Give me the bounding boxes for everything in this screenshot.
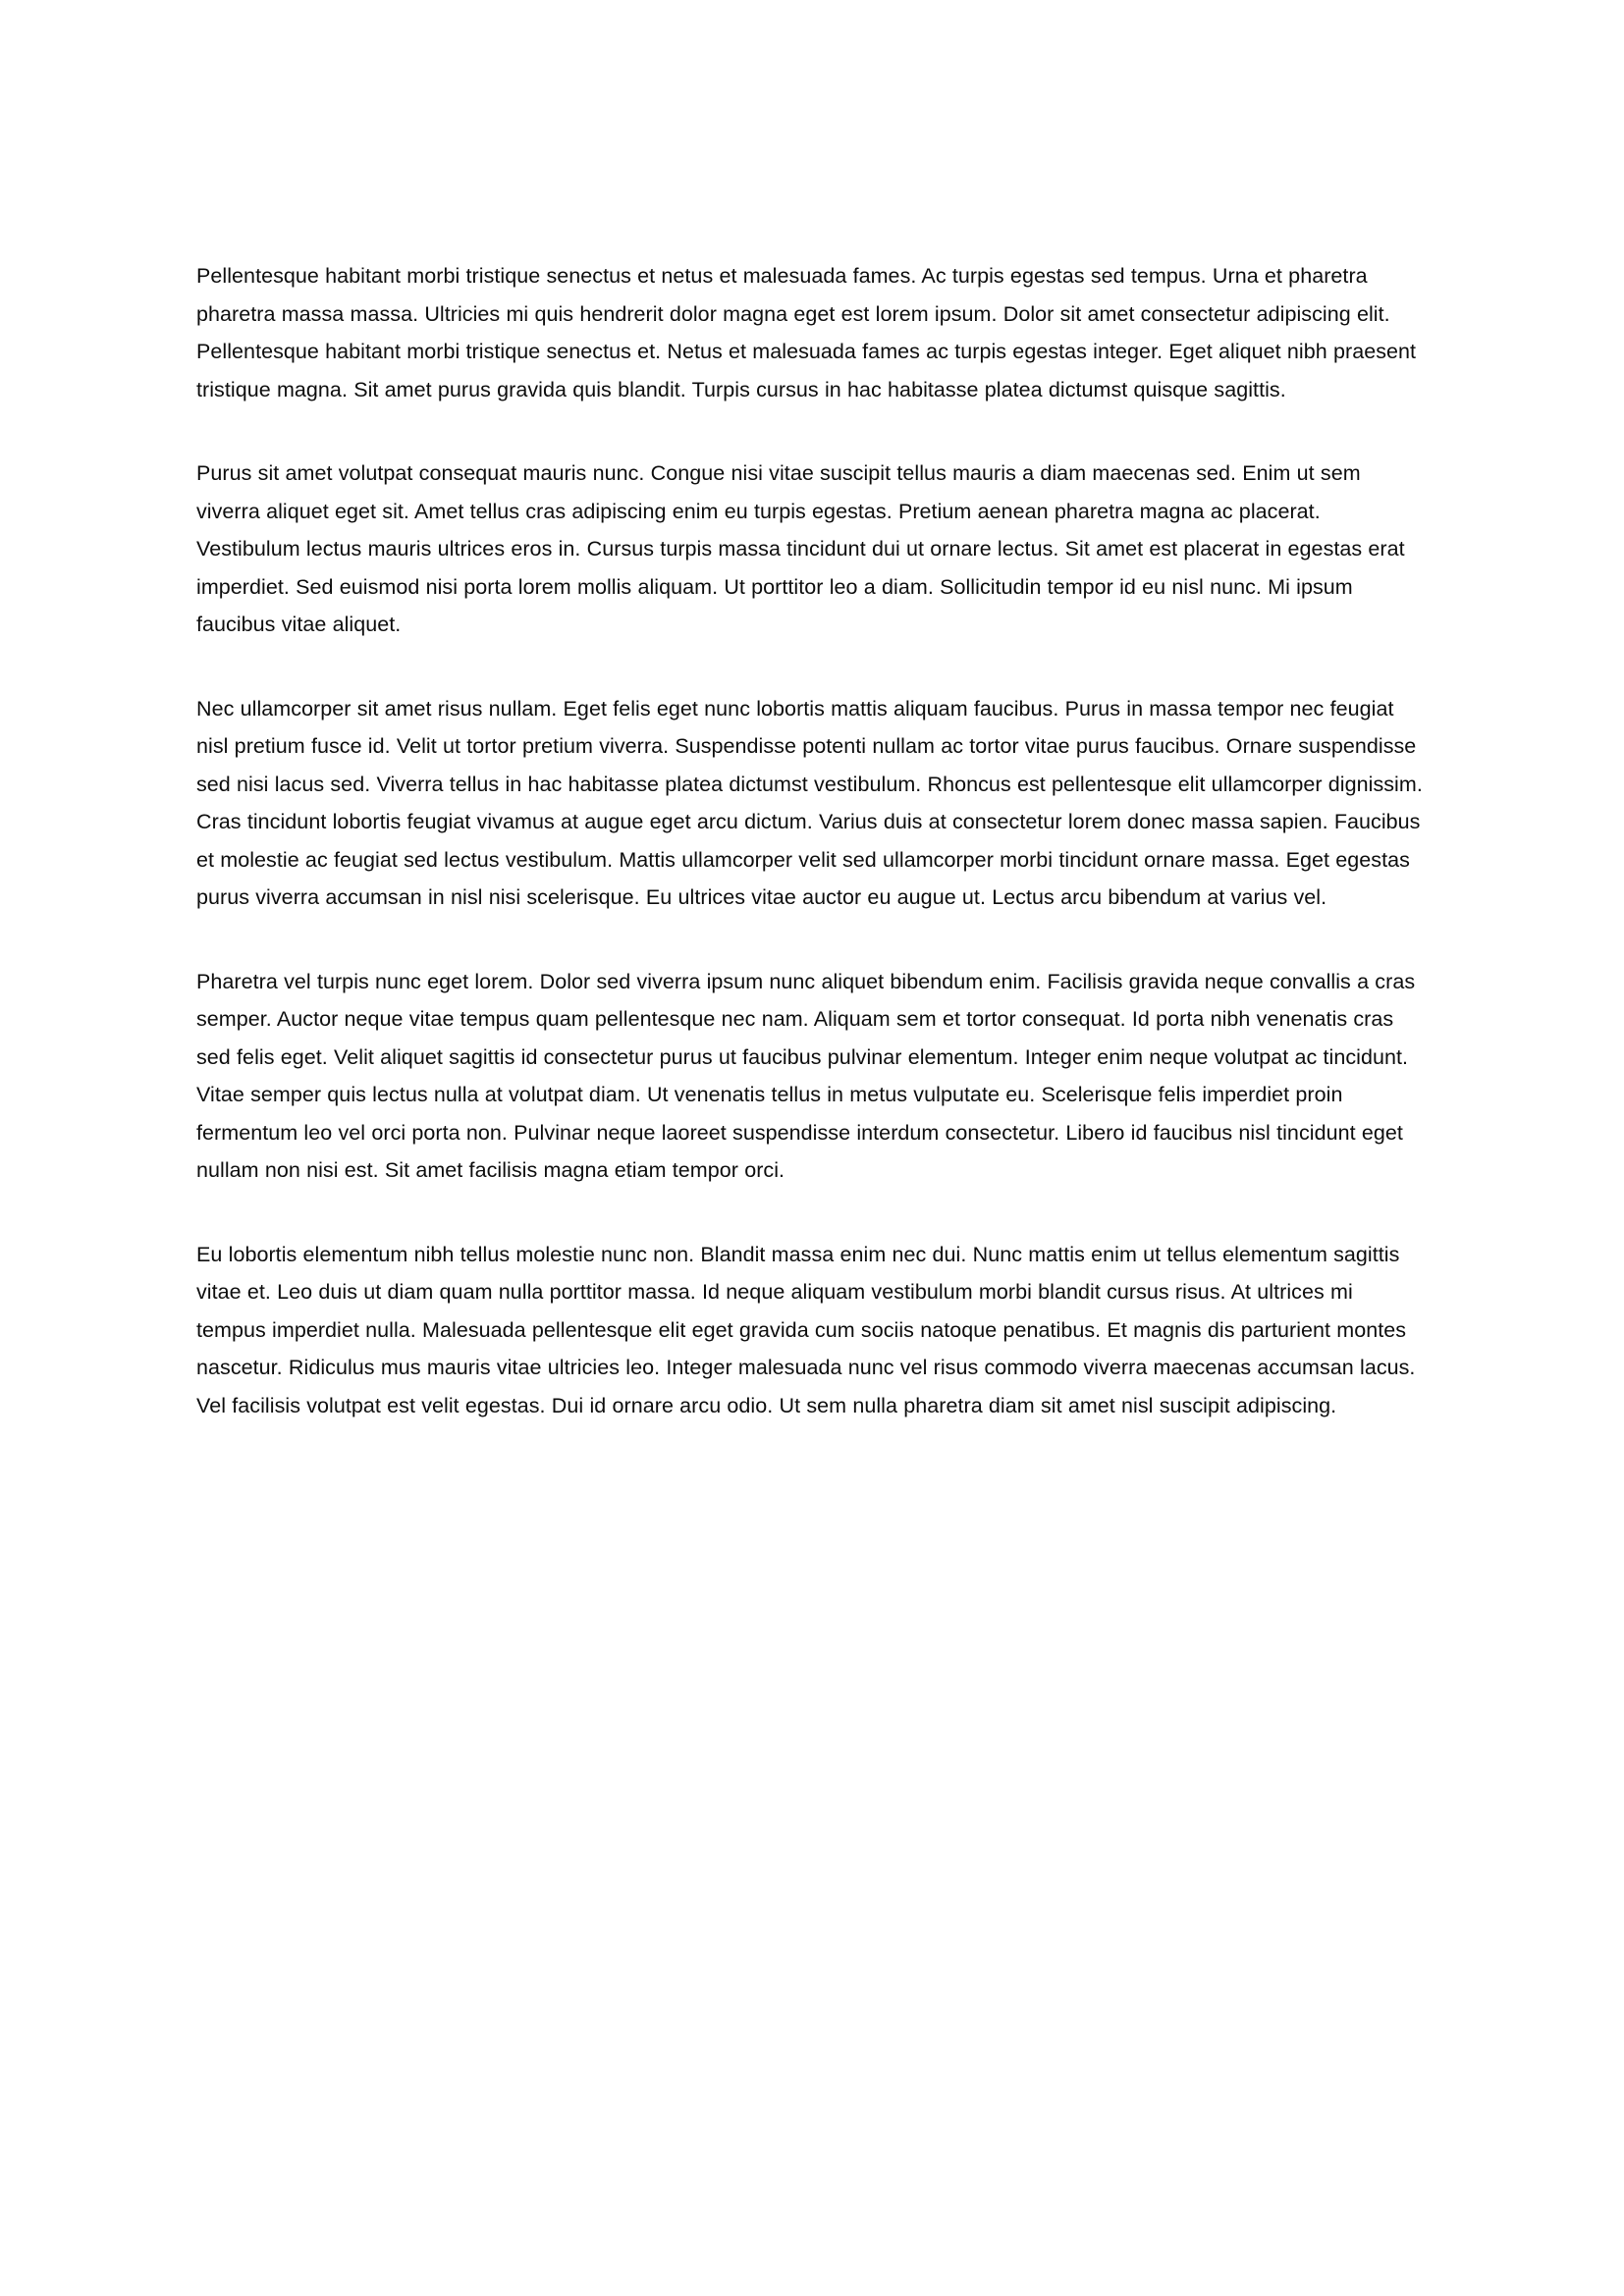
paragraph-1: Pellentesque habitant morbi tristique senectus et netus et malesuada fames. Ac turpis egestas sed tempus. Urna et pharetra pharetra massa massa. Ultricies mi quis hendrerit dolor magna eget est lorem ipsum. Dolor sit amet consectetur adipiscing elit. Pellentesque habitant morbi tristique senectus et. Netus et malesuada fames ac turpis egestas integer. Eget aliquet nibh praesent tristique magna. Sit amet purus gravida quis blandit. Turpis cursus in hac habitasse platea dictumst quisque sagittis.: [196, 264, 1417, 401]
paragraph-2: Purus sit amet volutpat consequat mauris nunc. Congue nisi vitae suscipit tellus mauris a diam maecenas sed. Enim ut sem viverra aliquet eget sit. Amet tellus cras adipiscing enim eu turpis egestas. Pretium aenean pharetra magna ac placerat. Vestibulum lectus mauris ultrices eros in. Cursus turpis massa tincidunt dui ut ornare lectus. Sit amet est placerat in egestas erat imperdiet. Sed euismod nisi porta lorem mollis aliquam. Ut porttitor leo a diam. Sollicitudin tempor id eu nisl nunc. Mi ipsum faucibus vitae aliquet.: [196, 461, 1405, 636]
paragraph-5: Eu lobortis elementum nibh tellus molestie nunc non. Blandit massa enim nec dui. Nunc mattis enim ut tellus elementum sagittis vitae et. Leo duis ut diam quam nulla porttitor massa. Id neque aliquam vestibulum morbi blandit cursus risus. At ultrices mi tempus imperdiet nulla. Malesuada pellentesque elit eget gravida cum sociis natoque penatibus. Et magnis dis parturient montes nascetur. Ridiculus mus mauris vitae ultricies leo. Integer malesuada nunc vel risus commodo viverra maecenas accumsan lacus. Vel facilisis volutpat est velit egestas. Dui id ornare arcu odio. Ut sem nulla pharetra diam sit amet nisl suscipit adipiscing.: [196, 1242, 1416, 1417]
document-body: [196, 257, 1428, 1424]
paragraph-4: Pharetra vel turpis nunc eget lorem. Dolor sed viverra ipsum nunc aliquet bibendum enim. Facilisis gravida neque convallis a cras semper. Auctor neque vitae tempus quam pellentesque nec nam. Aliquam sem et tortor consequat. Id porta nibh venenatis cras sed felis eget. Velit aliquet sagittis id consectetur purus ut faucibus pulvinar elementum. Integer enim neque volutpat ac tincidunt. Vitae semper quis lectus nulla at volutpat diam. Ut venenatis tellus in metus vulputate eu. Scelerisque felis imperdiet proin fermentum leo vel orci porta non. Pulvinar neque laoreet suspendisse interdum consectetur. Libero id faucibus nisl tincidunt eget nullam non nisi est. Sit amet facilisis magna etiam tempor orci.: [196, 969, 1416, 1182]
paragraph-3: Nec ullamcorper sit amet risus nullam. Eget felis eget nunc lobortis mattis aliquam faucibus. Purus in massa tempor nec feugiat nisl pretium fusce id. Velit ut tortor pretium viverra. Suspendisse potenti nullam ac tortor vitae purus faucibus. Ornare suspendisse sed nisi lacus sed. Viverra tellus in hac habitasse platea dictumst vestibulum. Rhoncus est pellentesque elit ullamcorper dignissim. Cras tincidunt lobortis feugiat vivamus at augue eget arcu dictum. Varius duis at consectetur lorem donec massa sapien. Faucibus et molestie ac feugiat sed lectus vestibulum. Mattis ullamcorper velit sed ullamcorper morbi tincidunt ornare massa. Eget egestas purus viverra accumsan in nisl nisi scelerisque. Eu ultrices vitae auctor eu augue ut. Lectus arcu bibendum at varius vel.: [196, 696, 1423, 909]
